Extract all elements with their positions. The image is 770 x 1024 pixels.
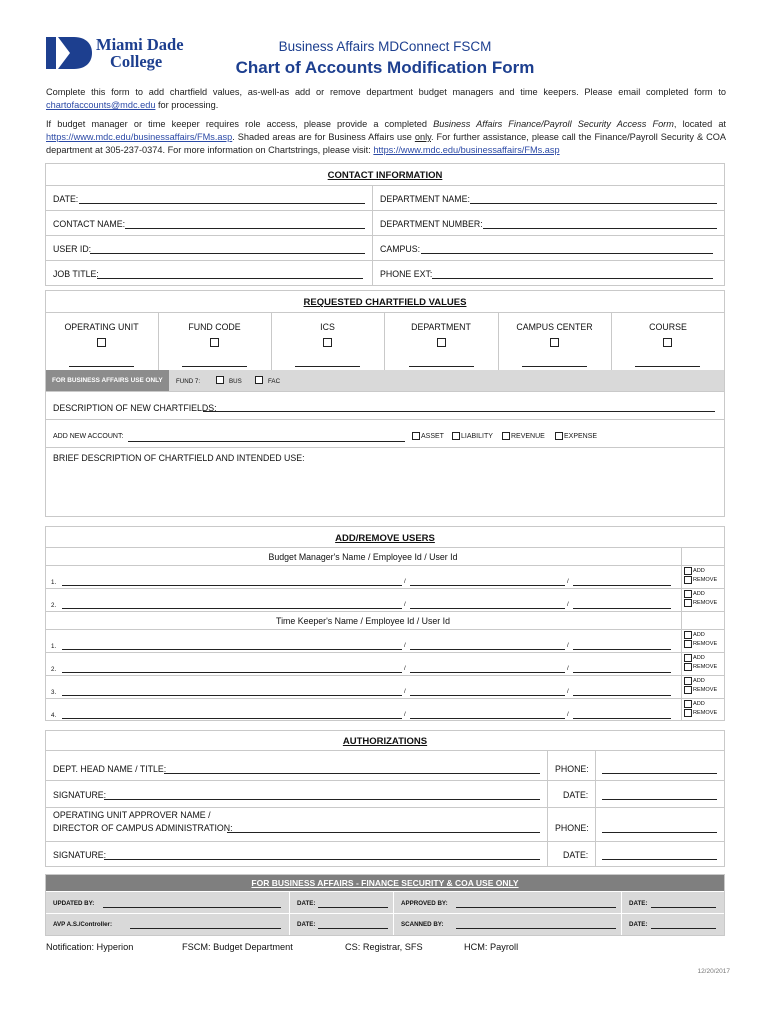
remove-label: REMOVE <box>693 664 718 670</box>
contact-title: CONTACT INFORMATION <box>327 170 443 181</box>
ics-field[interactable] <box>295 366 360 367</box>
date-label: DATE: <box>297 900 316 907</box>
operating-unit-checkbox[interactable] <box>97 338 106 347</box>
bm2-remove-checkbox[interactable] <box>684 599 692 607</box>
updated-by-label: UPDATED BY: <box>53 900 95 907</box>
campus-center-field[interactable] <box>522 366 587 367</box>
job-title-label: JOB TITLE: <box>53 269 99 279</box>
col-operating-unit: OPERATING UNIT <box>64 322 139 332</box>
tk4-name-field[interactable] <box>62 718 402 719</box>
budget-manager-header: Budget Manager's Name / Employee Id / User Id <box>268 552 458 562</box>
tk4-remove-checkbox[interactable] <box>684 709 692 717</box>
add-label: ADD <box>693 591 705 597</box>
bm1-employee-id-field[interactable] <box>410 585 565 586</box>
bm2-user-id-field[interactable] <box>573 608 671 609</box>
approver-date-field[interactable] <box>602 859 717 860</box>
bm2-add-checkbox[interactable] <box>684 590 692 598</box>
tk1-add-checkbox[interactable] <box>684 631 692 639</box>
bm1-user-id-field[interactable] <box>573 585 671 586</box>
contact-name-field[interactable] <box>125 228 365 229</box>
description-label: DESCRIPTION OF NEW CHARTFIELDS: <box>53 403 217 413</box>
col-ics: ICS <box>320 322 335 332</box>
tk3-employee-id-field[interactable] <box>410 695 565 696</box>
phone-ext-field[interactable] <box>432 278 713 279</box>
tk-row-number: 4. <box>51 712 57 719</box>
ba-use-only-label: FOR BUSINESS AFFAIRS USE ONLY <box>46 370 169 391</box>
asset-label: ASSET <box>421 433 444 440</box>
tk1-remove-checkbox[interactable] <box>684 640 692 648</box>
tk3-remove-checkbox[interactable] <box>684 686 692 694</box>
fms-link[interactable]: https://www.mdc.edu/businessaffairs/FMs.asp <box>46 132 233 142</box>
expense-label: EXPENSE <box>564 433 598 440</box>
intro-paragraph-2: If budget manager or time keeper requires role access, please provide a completed Business Affairs Finance/Payroll Security Access Form, located at https://www.mdc.edu/businessaffairs/FMs.asp. Shaded areas are for Business Affairs use only. For further assistance, please call the Finance/Payroll Security & COA department at 305-237-0374. For more information on Chartstrings, please visit: https://www.mdc.edu/businessaffairs/FMs.asp <box>46 119 726 155</box>
col-department: DEPARTMENT <box>411 322 471 332</box>
form-title: Chart of Accounts Modification Form <box>235 58 535 77</box>
tk3-name-field[interactable] <box>62 695 402 696</box>
add-account-field[interactable] <box>128 441 405 442</box>
dept-head-label: DEPT. HEAD NAME / TITLE: <box>53 764 167 774</box>
course-field[interactable] <box>635 366 700 367</box>
avp-label: AVP A.S./Controller: <box>53 921 113 928</box>
revenue-label: REVENUE <box>511 433 545 440</box>
bm-row-number: 2. <box>51 602 57 609</box>
date-label: DATE: <box>53 194 79 204</box>
dept-head-date-field[interactable] <box>602 799 717 800</box>
bm2-employee-id-field[interactable] <box>410 608 565 609</box>
remove-label: REMOVE <box>693 687 718 693</box>
ics-checkbox[interactable] <box>323 338 332 347</box>
col-fund-code: FUND CODE <box>188 322 241 332</box>
bm1-remove-checkbox[interactable] <box>684 576 692 584</box>
description-field[interactable] <box>203 411 715 412</box>
asset-checkbox[interactable] <box>412 432 420 440</box>
expense-checkbox[interactable] <box>555 432 563 440</box>
signature-label: SIGNATURE: <box>53 790 107 800</box>
dept-name-label: DEPARTMENT NAME: <box>380 194 470 204</box>
users-title: ADD/REMOVE USERS <box>335 533 435 544</box>
approver-signature-field[interactable] <box>104 859 540 860</box>
form-subtitle: Business Affairs MDConnect FSCM <box>278 39 492 54</box>
tk3-user-id-field[interactable] <box>573 695 671 696</box>
department-field[interactable] <box>409 366 474 367</box>
scanned-by-label: SCANNED BY: <box>401 921 444 928</box>
tk4-employee-id-field[interactable] <box>410 718 565 719</box>
add-account-label: ADD NEW ACCOUNT: <box>53 433 124 440</box>
avp-field[interactable] <box>130 928 281 929</box>
chartstrings-link[interactable]: https://www.mdc.edu/businessaffairs/FMs.asp <box>373 145 560 155</box>
user-id-field[interactable] <box>90 253 365 254</box>
phone-ext-label: PHONE EXT: <box>380 269 433 279</box>
campus-field[interactable] <box>421 253 713 254</box>
signature-label: SIGNATURE: <box>53 850 107 860</box>
dept-head-field[interactable] <box>164 773 540 774</box>
bus-checkbox[interactable] <box>216 376 224 384</box>
updated-date-field[interactable] <box>318 907 388 908</box>
email-link[interactable]: chartofaccounts@mdc.edu <box>46 100 156 110</box>
add-label: ADD <box>693 655 705 661</box>
bm2-name-field[interactable] <box>62 608 402 609</box>
date-label: DATE: <box>563 790 589 800</box>
date-label: DATE: <box>563 850 589 860</box>
add-label: ADD <box>693 632 705 638</box>
fac-label: FAC <box>268 378 281 385</box>
tk2-name-field[interactable] <box>62 672 402 673</box>
scanned-date-field[interactable] <box>651 928 716 929</box>
remove-label: REMOVE <box>693 600 718 606</box>
approved-by-field[interactable] <box>456 907 616 908</box>
approver-name-field[interactable] <box>227 832 540 833</box>
logo-name: Miami Dade College <box>96 35 184 71</box>
dept-number-field[interactable] <box>483 228 717 229</box>
brief-description-label: BRIEF DESCRIPTION OF CHARTFIELD AND INTENDED USE: <box>53 453 305 463</box>
add-label: ADD <box>693 568 705 574</box>
footer-cs: CS: Registrar, SFS <box>345 942 423 952</box>
add-label: ADD <box>693 678 705 684</box>
brief-description-field[interactable] <box>46 464 724 516</box>
tk2-remove-checkbox[interactable] <box>684 663 692 671</box>
job-title-field[interactable] <box>97 278 363 279</box>
tk-row-number: 2. <box>51 666 57 673</box>
updated-by-field[interactable] <box>103 907 281 908</box>
tk2-employee-id-field[interactable] <box>410 672 565 673</box>
tk1-name-field[interactable] <box>62 649 402 650</box>
approved-by-label: APPROVED BY: <box>401 900 448 907</box>
fund-code-checkbox[interactable] <box>210 338 219 347</box>
operating-unit-field[interactable] <box>69 366 134 367</box>
version-date: 12/20/2017 <box>697 968 730 975</box>
approver-phone-field[interactable] <box>602 832 717 833</box>
authorizations-title: AUTHORIZATIONS <box>342 736 428 747</box>
fac-checkbox[interactable] <box>255 376 263 384</box>
avp-date-field[interactable] <box>318 928 388 929</box>
fund-code-field[interactable] <box>182 366 247 367</box>
course-checkbox[interactable] <box>663 338 672 347</box>
phone-label: PHONE: <box>555 823 589 833</box>
tk-row-number: 1. <box>51 643 57 650</box>
date-label: DATE: <box>629 900 648 907</box>
campus-center-checkbox[interactable] <box>550 338 559 347</box>
footer-hcm: HCM: Payroll <box>464 942 519 952</box>
bus-label: BUS <box>229 378 242 385</box>
col-course: COURSE <box>649 322 687 332</box>
time-keeper-header: Time Keeper's Name / Employee Id / User Id <box>276 616 450 626</box>
approver-label-1: OPERATING UNIT APPROVER NAME / <box>53 810 211 820</box>
bm1-add-checkbox[interactable] <box>684 567 692 575</box>
remove-label: REMOVE <box>693 641 718 647</box>
remove-label: REMOVE <box>693 710 718 716</box>
tk4-add-checkbox[interactable] <box>684 700 692 708</box>
tk2-user-id-field[interactable] <box>573 672 671 673</box>
intro-paragraph-1: Complete this form to add chartfield values, as-well-as add or remove department budget managers and time keepers. Please email completed form to chartofaccounts@mdc.edu for processing. <box>46 87 726 110</box>
dept-head-phone-field[interactable] <box>602 773 717 774</box>
scanned-by-field[interactable] <box>456 928 616 929</box>
tk-row-number: 3. <box>51 689 57 696</box>
dept-head-signature-field[interactable] <box>104 799 540 800</box>
campus-label: CAMPUS: <box>380 244 421 254</box>
user-id-label: USER ID: <box>53 244 92 254</box>
footer-fscm: FSCM: Budget Department <box>182 942 293 952</box>
contact-name-label: CONTACT NAME: <box>53 219 126 229</box>
department-checkbox[interactable] <box>437 338 446 347</box>
tk1-employee-id-field[interactable] <box>410 649 565 650</box>
dept-name-field[interactable] <box>470 203 717 204</box>
approver-label-2: DIRECTOR OF CAMPUS ADMINISTRATION: <box>53 823 233 833</box>
phone-label: PHONE: <box>555 764 589 774</box>
remove-label: REMOVE <box>693 577 718 583</box>
col-campus-center: CAMPUS CENTER <box>516 322 593 332</box>
bm1-name-field[interactable] <box>62 585 402 586</box>
date-label: DATE: <box>297 921 316 928</box>
dept-number-label: DEPARTMENT NUMBER: <box>380 219 483 229</box>
date-label: DATE: <box>629 921 648 928</box>
tk2-add-checkbox[interactable] <box>684 654 692 662</box>
footer-notification: Notification: Hyperion <box>46 942 134 952</box>
tk3-add-checkbox[interactable] <box>684 677 692 685</box>
tk1-user-id-field[interactable] <box>573 649 671 650</box>
date-field[interactable] <box>79 203 365 204</box>
ba-finance-title: FOR BUSINESS AFFAIRS - FINANCE SECURITY & COA USE ONLY <box>46 875 724 891</box>
revenue-checkbox[interactable] <box>502 432 510 440</box>
approved-date-field[interactable] <box>651 907 716 908</box>
liability-checkbox[interactable] <box>452 432 460 440</box>
chartfield-title: REQUESTED CHARTFIELD VALUES <box>303 297 467 308</box>
add-label: ADD <box>693 701 705 707</box>
liability-label: LIABILITY <box>461 433 493 440</box>
fund7-label: FUND 7: <box>176 378 201 385</box>
tk4-user-id-field[interactable] <box>573 718 671 719</box>
bm-row-number: 1. <box>51 579 57 586</box>
